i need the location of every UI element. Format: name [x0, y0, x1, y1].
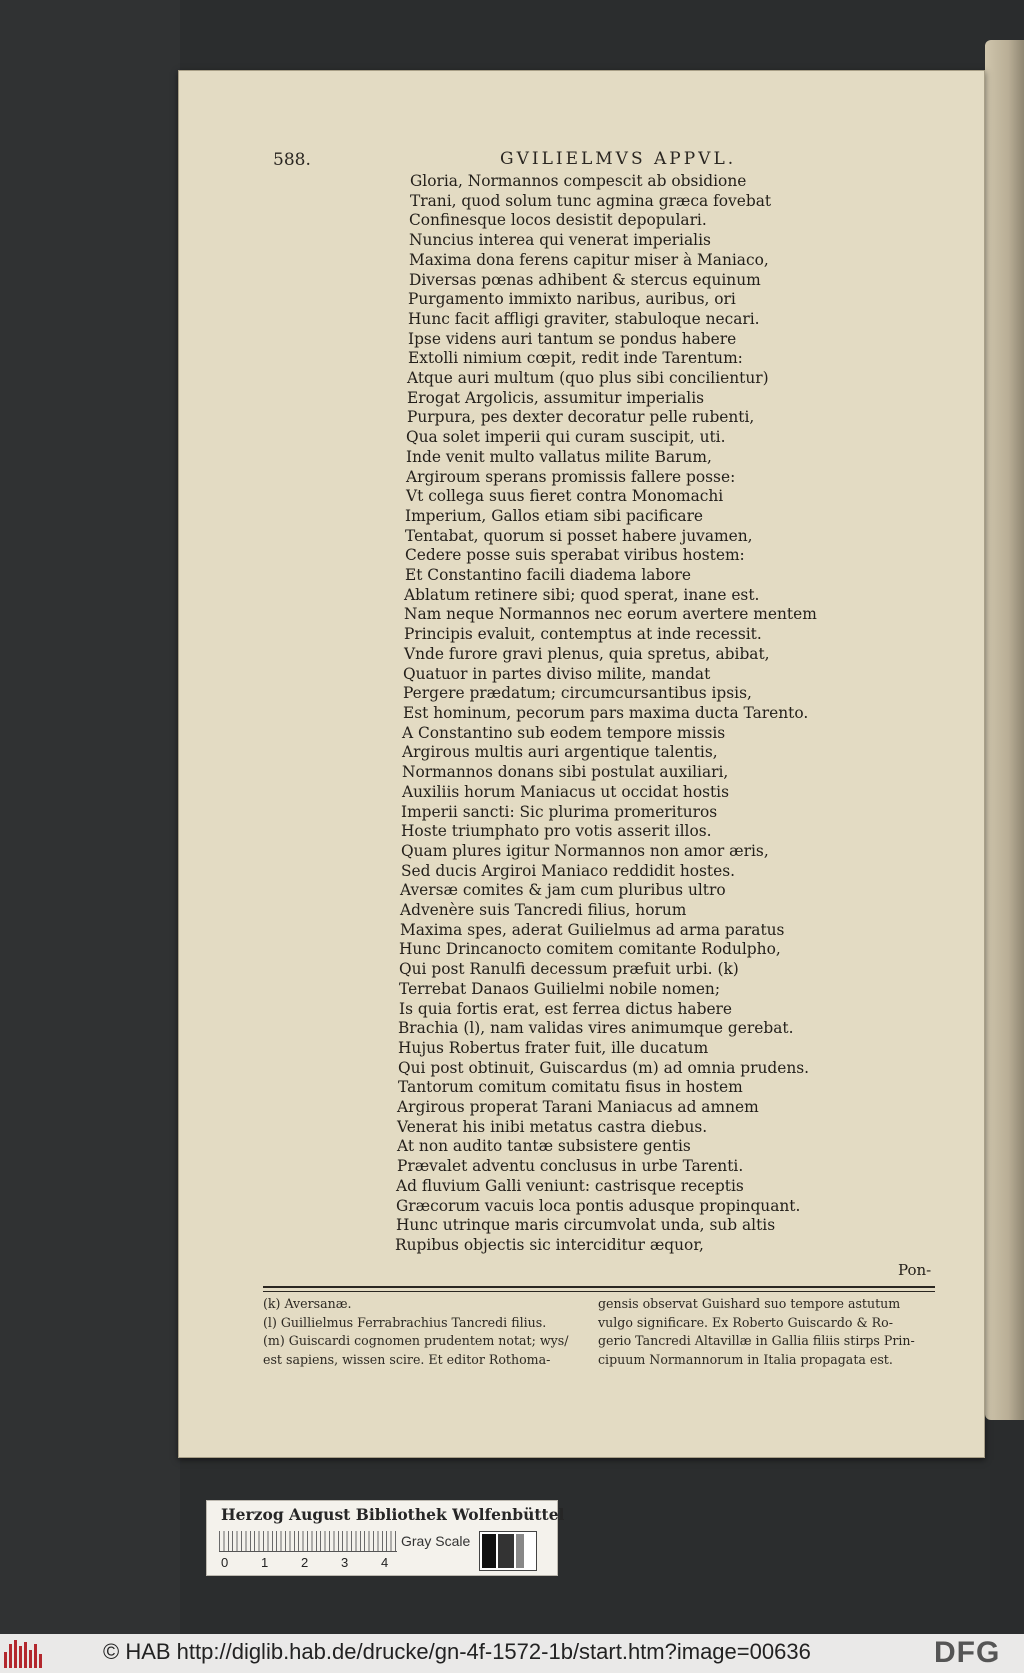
verse-line: Hunc facit affligi graviter, stabuloque necari.	[408, 309, 760, 328]
verse-line: Terrebat Danaos Guilielmi nobile nomen;	[399, 979, 721, 998]
verse-line: Ad fluvium Galli veniunt: castrisque receptis	[396, 1176, 744, 1195]
verse-line: Diversas pœnas adhibent & stercus equinum	[409, 270, 761, 289]
verse-line: Qua solet imperii qui curam suscipit, uti.	[406, 428, 726, 447]
verse-line: Græcorum vacuis loca pontis adusque propinquant.	[396, 1196, 801, 1215]
gray-swatch	[482, 1534, 496, 1568]
footnote-line: gerio Tancredi Altavillæ in Gallia filiis stirps Prin-	[598, 1333, 915, 1348]
ruler-number: 2	[301, 1555, 309, 1570]
footnote-rule	[263, 1286, 935, 1288]
footnote-line: (l) Guillielmus Ferrabrachius Tancredi filius.	[263, 1314, 547, 1330]
footnotes-left	[263, 1295, 593, 1369]
footnote-line: (k) Aversanæ.	[263, 1296, 352, 1311]
verse-line: Hujus Robertus frater fuit, ille ducatum	[398, 1038, 709, 1057]
next-page-edge	[985, 40, 1024, 1420]
verse-line: Ipse videns auri tantum se pondus habere	[408, 329, 737, 348]
footer-bar	[0, 1634, 1024, 1673]
ruler-number: 1	[261, 1555, 269, 1570]
verse-line: Inde venit multo vallatus milite Barum,	[406, 447, 712, 466]
verse-line: Cedere posse suis sperabat viribus hostem:	[405, 546, 745, 565]
verse-line: Hunc utrinque maris circumvolat unda, sub altis	[396, 1216, 776, 1235]
verse-line: Nam neque Normannos nec eorum avertere mentem	[404, 605, 817, 624]
verse-line: Argiroum sperans promissis fallere posse:	[406, 467, 736, 486]
verse-line: Atque auri multum (quo plus sibi concilientur)	[407, 369, 769, 388]
verse-line: Est hominum, pecorum pars maxima ducta Tarento.	[403, 703, 809, 722]
verse-line: Confinesque locos desistit depopulari.	[409, 211, 707, 230]
verse-line: Auxiliis horum Maniacus ut occidat hostis	[402, 782, 729, 801]
ruler-numbers	[221, 1555, 401, 1571]
verse-line: Purpura, pes dexter decoratur pelle rubenti,	[407, 408, 755, 427]
verse-line: Erogat Argolicis, assumitur imperialis	[407, 388, 705, 407]
verse-line: Argirous multis auri argentique talentis,	[402, 743, 718, 762]
verse-line: Hoste triumphato pro votis asserit illos.	[401, 822, 712, 841]
gray-swatch	[498, 1534, 514, 1568]
footer-url[interactable]: © HAB http://diglib.hab.de/drucke/gn-4f-1572-1b/start.htm?image=00636	[103, 1639, 811, 1664]
running-title: GVILIELMVS APPVL.	[500, 149, 737, 169]
verse-line: Maxima spes, aderat Guilielmus ad arma paratus	[400, 920, 785, 939]
gray-scale-label: Gray Scale	[401, 1533, 471, 1549]
verse-line: Aversæ comites & jam cum pluribus ultro	[400, 881, 726, 900]
ruler-number: 0	[221, 1555, 229, 1570]
color-scale-card	[206, 1500, 565, 1576]
dfg-logo: DFG	[934, 1636, 1001, 1669]
verse-line: Quam plures igitur Normannos non amor æris,	[401, 841, 769, 860]
footnote-line: est sapiens, wissen scire. Et editor Rothoma-	[263, 1351, 551, 1367]
gray-scale-swatches	[479, 1531, 537, 1571]
page-number: 588.	[273, 150, 311, 170]
gray-swatch	[516, 1534, 524, 1568]
verse-line: Tentabat, quorum si posset habere juvamen,	[405, 526, 753, 545]
verse-line: Is quia fortis erat, est ferrea dictus habere	[399, 999, 733, 1018]
verse-line: Vnde furore gravi plenus, quia spretus, abibat,	[404, 644, 770, 663]
verse-line: Imperium, Gallos etiam sibi pacificare	[405, 506, 704, 525]
footnote-rule-thin	[263, 1291, 935, 1292]
verse-line: At non audito tantæ subsistere gentis	[397, 1137, 691, 1156]
verse-line: Prævalet adventu conclusus in urbe Tarenti.	[397, 1157, 744, 1176]
verse-line: Brachia (l), nam validas vires animumque gerebat.	[398, 1019, 794, 1038]
library-name: Herzog August Bibliothek Wolfenbüttel	[221, 1505, 565, 1524]
verse-line: Advenère suis Tancredi filius, horum	[400, 901, 687, 920]
verse-line: Gloria, Normannos compescit ab obsidione	[410, 172, 747, 190]
verse-line: Rupibus objectis sic interciditur æquor,	[395, 1235, 704, 1254]
verse-line: Normannos donans sibi postulat auxiliari,	[402, 763, 729, 782]
scale-ruler	[219, 1531, 397, 1552]
verse-line: Purgamento immixto naribus, auribus, ori	[408, 290, 736, 309]
verse-line: Venerat his inibi metatus castra diebus.	[397, 1117, 708, 1136]
footnote-line: cipuum Normannorum in Italia propagata est.	[598, 1351, 893, 1367]
verse-line: Imperii sancti: Sic plurima promerituros	[401, 802, 718, 821]
verse-line: Extolli nimium cœpit, redit inde Tarentum:	[408, 349, 743, 368]
verse-text	[395, 172, 830, 1256]
ruler-number: 3	[341, 1555, 349, 1570]
hab-logo-icon	[4, 1640, 46, 1668]
verse-line: Ablatum retinere sibi; quod sperat, inane est.	[404, 585, 760, 604]
verse-line: Argirous properat Tarani Maniacus ad amnem	[397, 1098, 759, 1117]
verse-line: Nuncius interea qui venerat imperialis	[409, 231, 711, 250]
verse-line: Qui post obtinuit, Guiscardus (m) ad omnia prudens.	[398, 1058, 810, 1077]
backdrop-left	[0, 0, 180, 1634]
verse-line: Pergere prædatum; circumcursantibus ipsis,	[403, 684, 752, 703]
verse-line: Maxima dona ferens capitur miser à Maniaco,	[409, 250, 769, 269]
verse-line: Principis evaluit, contemptus at inde recessit.	[404, 625, 762, 644]
footnotes-right	[598, 1295, 938, 1369]
catchword: Pon-	[898, 1261, 932, 1279]
verse-line: Trani, quod solum tunc agmina græca fovebat	[410, 191, 772, 210]
ruler-number: 4	[381, 1555, 389, 1570]
verse-line: Et Constantino facili diadema labore	[405, 566, 692, 585]
verse-line: A Constantino sub eodem tempore missis	[402, 723, 726, 742]
footnote-line: gensis observat Guishard suo tempore astutum	[598, 1296, 901, 1311]
verse-line: Vt collega suus fieret contra Monomachi	[406, 487, 724, 506]
verse-line: Hunc Drincanocto comitem comitante Rodulpho,	[399, 940, 781, 959]
verse-line: Sed ducis Argiroi Maniaco reddidit hostes.	[401, 861, 736, 880]
verse-line: Quatuor in partes diviso milite, mandat	[403, 664, 711, 683]
footnote-line: (m) Guiscardi cognomen prudentem notat; wys/	[263, 1333, 569, 1348]
verse-line: Qui post Ranulfi decessum præfuit urbi. (k)	[399, 960, 739, 979]
footnote-line: vulgo significare. Ex Roberto Guiscardo & Ro-	[598, 1314, 893, 1330]
verse-line: Tantorum comitum comitatu fisus in hostem	[398, 1078, 743, 1097]
